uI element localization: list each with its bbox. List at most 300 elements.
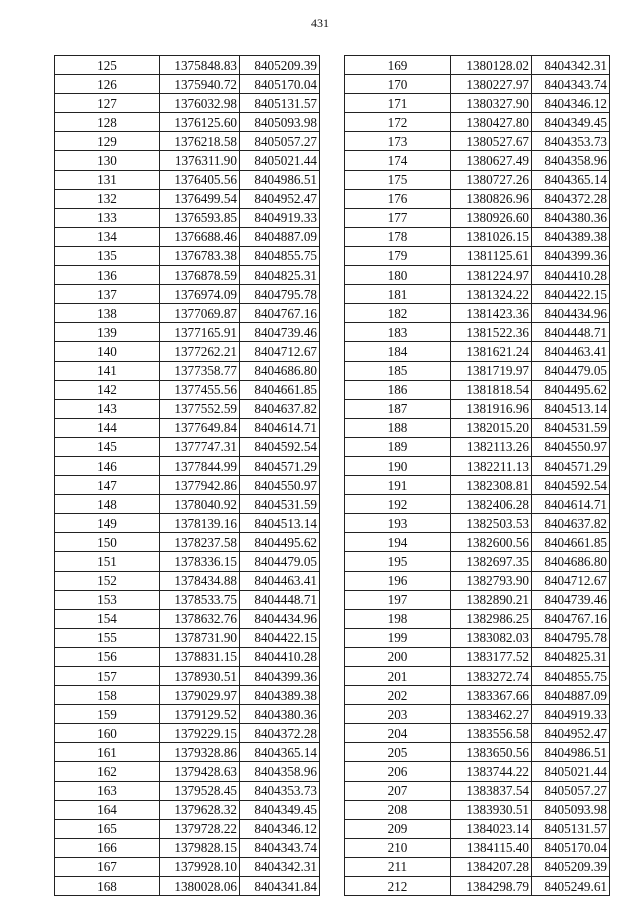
point-number-cell: 178 [345,227,451,246]
table-row [345,151,610,170]
x-coordinate-cell: 1379728.22 [160,819,240,838]
table-row [55,552,320,571]
x-coordinate-cell: 1380327.90 [451,94,532,113]
table-row [345,437,610,456]
point-number-cell: 205 [345,743,451,762]
y-coordinate-cell: 8404410.28 [240,647,320,666]
y-coordinate-cell: 8404349.45 [240,800,320,819]
table-row [55,667,320,686]
point-number-cell: 180 [345,266,451,285]
y-coordinate-cell: 8405021.44 [532,762,610,781]
point-number-cell: 165 [55,819,160,838]
x-coordinate-cell: 1378831.15 [160,647,240,666]
table-row [345,75,610,94]
y-coordinate-cell: 8404550.97 [532,437,610,456]
point-number-cell: 157 [55,667,160,686]
point-number-cell: 173 [345,132,451,151]
x-coordinate-cell: 1376405.56 [160,170,240,189]
point-number-cell: 199 [345,628,451,647]
table-row [345,380,610,399]
y-coordinate-cell: 8404358.96 [240,762,320,781]
point-number-cell: 187 [345,399,451,418]
table-row [55,342,320,361]
x-coordinate-cell: 1378731.90 [160,628,240,647]
point-number-cell: 158 [55,686,160,705]
y-coordinate-cell: 8405057.27 [240,132,320,151]
point-number-cell: 196 [345,571,451,590]
point-number-cell: 131 [55,170,160,189]
x-coordinate-cell: 1384115.40 [451,838,532,857]
x-coordinate-cell: 1384023.14 [451,819,532,838]
x-coordinate-cell: 1376218.58 [160,132,240,151]
table-body [345,56,610,896]
x-coordinate-cell: 1382600.56 [451,533,532,552]
point-number-cell: 202 [345,686,451,705]
x-coordinate-cell: 1376878.59 [160,266,240,285]
table-row [55,151,320,170]
table-row [55,304,320,323]
y-coordinate-cell: 8404592.54 [240,437,320,456]
y-coordinate-cell: 8405093.98 [240,113,320,132]
y-coordinate-cell: 8404358.96 [532,151,610,170]
table-row [55,246,320,265]
y-coordinate-cell: 8404825.31 [532,647,610,666]
y-coordinate-cell: 8404448.71 [240,590,320,609]
y-coordinate-cell: 8405057.27 [532,781,610,800]
x-coordinate-cell: 1381423.36 [451,304,532,323]
table-row [55,399,320,418]
y-coordinate-cell: 8404531.59 [532,418,610,437]
point-number-cell: 132 [55,189,160,208]
y-coordinate-cell: 8404463.41 [240,571,320,590]
y-coordinate-cell: 8405249.61 [532,877,610,896]
point-number-cell: 162 [55,762,160,781]
point-number-cell: 195 [345,552,451,571]
y-coordinate-cell: 8404372.28 [532,189,610,208]
table-row [55,647,320,666]
x-coordinate-cell: 1382793.90 [451,571,532,590]
table-row [55,56,320,75]
x-coordinate-cell: 1378237.58 [160,533,240,552]
y-coordinate-cell: 8405209.39 [532,857,610,876]
y-coordinate-cell: 8404399.36 [532,246,610,265]
point-number-cell: 135 [55,246,160,265]
y-coordinate-cell: 8404341.84 [240,877,320,896]
point-number-cell: 129 [55,132,160,151]
y-coordinate-cell: 8404712.67 [240,342,320,361]
point-number-cell: 200 [345,647,451,666]
table-row [345,285,610,304]
x-coordinate-cell: 1382986.25 [451,609,532,628]
y-coordinate-cell: 8405170.04 [240,75,320,94]
coordinates-table-left [54,55,320,896]
table-row [55,266,320,285]
y-coordinate-cell: 8404343.74 [532,75,610,94]
x-coordinate-cell: 1381324.22 [451,285,532,304]
table-row [345,476,610,495]
y-coordinate-cell: 8405131.57 [240,94,320,113]
y-coordinate-cell: 8404887.09 [240,227,320,246]
point-number-cell: 211 [345,857,451,876]
x-coordinate-cell: 1382890.21 [451,590,532,609]
y-coordinate-cell: 8404513.14 [532,399,610,418]
x-coordinate-cell: 1381224.97 [451,266,532,285]
point-number-cell: 191 [345,476,451,495]
x-coordinate-cell: 1377942.86 [160,476,240,495]
point-number-cell: 141 [55,361,160,380]
point-number-cell: 186 [345,380,451,399]
point-number-cell: 206 [345,762,451,781]
point-number-cell: 169 [345,56,451,75]
table-row [55,819,320,838]
x-coordinate-cell: 1380527.67 [451,132,532,151]
table-row [55,495,320,514]
table-row [345,208,610,227]
y-coordinate-cell: 8404463.41 [532,342,610,361]
table-row [55,781,320,800]
table-row [345,514,610,533]
x-coordinate-cell: 1379428.63 [160,762,240,781]
y-coordinate-cell: 8404614.71 [532,495,610,514]
y-coordinate-cell: 8404952.47 [240,189,320,208]
table-row [345,323,610,342]
y-coordinate-cell: 8404919.33 [240,208,320,227]
point-number-cell: 126 [55,75,160,94]
y-coordinate-cell: 8404637.82 [532,514,610,533]
x-coordinate-cell: 1377069.87 [160,304,240,323]
point-number-cell: 188 [345,418,451,437]
y-coordinate-cell: 8404513.14 [240,514,320,533]
x-coordinate-cell: 1383930.51 [451,800,532,819]
x-coordinate-cell: 1382113.26 [451,437,532,456]
x-coordinate-cell: 1377747.31 [160,437,240,456]
point-number-cell: 146 [55,456,160,475]
table-row [345,628,610,647]
table-row [55,227,320,246]
point-number-cell: 127 [55,94,160,113]
y-coordinate-cell: 8404353.73 [240,781,320,800]
y-coordinate-cell: 8404614.71 [240,418,320,437]
y-coordinate-cell: 8404571.29 [240,456,320,475]
table-row [55,323,320,342]
x-coordinate-cell: 1380826.96 [451,189,532,208]
table-row [55,705,320,724]
x-coordinate-cell: 1377455.56 [160,380,240,399]
point-number-cell: 136 [55,266,160,285]
point-number-cell: 167 [55,857,160,876]
y-coordinate-cell: 8404372.28 [240,724,320,743]
x-coordinate-cell: 1383837.54 [451,781,532,800]
y-coordinate-cell: 8404389.38 [532,227,610,246]
point-number-cell: 192 [345,495,451,514]
table-row [345,800,610,819]
point-number-cell: 143 [55,399,160,418]
x-coordinate-cell: 1383367.66 [451,686,532,705]
table-row [345,667,610,686]
x-coordinate-cell: 1375848.83 [160,56,240,75]
coordinates-table-right [344,55,610,896]
y-coordinate-cell: 8404686.80 [240,361,320,380]
x-coordinate-cell: 1382015.20 [451,418,532,437]
y-coordinate-cell: 8404410.28 [532,266,610,285]
table-row [345,857,610,876]
table-row [345,418,610,437]
point-number-cell: 174 [345,151,451,170]
y-coordinate-cell: 8404479.05 [532,361,610,380]
x-coordinate-cell: 1380028.06 [160,877,240,896]
x-coordinate-cell: 1376974.09 [160,285,240,304]
x-coordinate-cell: 1376499.54 [160,189,240,208]
x-coordinate-cell: 1378632.76 [160,609,240,628]
y-coordinate-cell: 8404739.46 [532,590,610,609]
y-coordinate-cell: 8404495.62 [532,380,610,399]
table-row [55,571,320,590]
table-row [345,609,610,628]
x-coordinate-cell: 1381916.96 [451,399,532,418]
x-coordinate-cell: 1381621.24 [451,342,532,361]
x-coordinate-cell: 1383556.58 [451,724,532,743]
y-coordinate-cell: 8405131.57 [532,819,610,838]
point-number-cell: 140 [55,342,160,361]
y-coordinate-cell: 8404661.85 [240,380,320,399]
x-coordinate-cell: 1376125.60 [160,113,240,132]
x-coordinate-cell: 1377649.84 [160,418,240,437]
y-coordinate-cell: 8404952.47 [532,724,610,743]
x-coordinate-cell: 1379528.45 [160,781,240,800]
table-row [345,552,610,571]
point-number-cell: 194 [345,533,451,552]
y-coordinate-cell: 8404887.09 [532,686,610,705]
table-row [55,724,320,743]
table-row [55,476,320,495]
table-row [345,189,610,208]
point-number-cell: 151 [55,552,160,571]
x-coordinate-cell: 1379029.97 [160,686,240,705]
x-coordinate-cell: 1382308.81 [451,476,532,495]
y-coordinate-cell: 8404825.31 [240,266,320,285]
y-coordinate-cell: 8404365.14 [240,743,320,762]
x-coordinate-cell: 1375940.72 [160,75,240,94]
point-number-cell: 160 [55,724,160,743]
x-coordinate-cell: 1384207.28 [451,857,532,876]
point-number-cell: 159 [55,705,160,724]
y-coordinate-cell: 8404686.80 [532,552,610,571]
x-coordinate-cell: 1380627.49 [451,151,532,170]
table-row [55,533,320,552]
x-coordinate-cell: 1378040.92 [160,495,240,514]
y-coordinate-cell: 8404399.36 [240,667,320,686]
x-coordinate-cell: 1376783.38 [160,246,240,265]
y-coordinate-cell: 8404855.75 [240,246,320,265]
point-number-cell: 185 [345,361,451,380]
y-coordinate-cell: 8404637.82 [240,399,320,418]
point-number-cell: 189 [345,437,451,456]
x-coordinate-cell: 1378336.15 [160,552,240,571]
table-row [55,380,320,399]
x-coordinate-cell: 1377552.59 [160,399,240,418]
table-row [345,724,610,743]
y-coordinate-cell: 8404795.78 [532,628,610,647]
point-number-cell: 177 [345,208,451,227]
point-number-cell: 209 [345,819,451,838]
point-number-cell: 201 [345,667,451,686]
table-row [55,170,320,189]
table-row [55,132,320,151]
x-coordinate-cell: 1380227.97 [451,75,532,94]
table-row [345,113,610,132]
table-row [55,877,320,896]
table-row [345,361,610,380]
y-coordinate-cell: 8404767.16 [240,304,320,323]
y-coordinate-cell: 8404342.31 [240,857,320,876]
point-number-cell: 144 [55,418,160,437]
point-number-cell: 149 [55,514,160,533]
table-row [345,170,610,189]
y-coordinate-cell: 8404531.59 [240,495,320,514]
point-number-cell: 171 [345,94,451,113]
x-coordinate-cell: 1377358.77 [160,361,240,380]
point-number-cell: 134 [55,227,160,246]
x-coordinate-cell: 1380727.26 [451,170,532,189]
table-row [55,628,320,647]
x-coordinate-cell: 1382697.35 [451,552,532,571]
table-row [345,56,610,75]
y-coordinate-cell: 8404346.12 [532,94,610,113]
x-coordinate-cell: 1379229.15 [160,724,240,743]
point-number-cell: 163 [55,781,160,800]
table-row [345,781,610,800]
point-number-cell: 125 [55,56,160,75]
y-coordinate-cell: 8404389.38 [240,686,320,705]
y-coordinate-cell: 8404661.85 [532,533,610,552]
y-coordinate-cell: 8405021.44 [240,151,320,170]
table-row [345,838,610,857]
x-coordinate-cell: 1383462.27 [451,705,532,724]
table-row [55,189,320,208]
table-row [345,743,610,762]
table-row [345,132,610,151]
point-number-cell: 154 [55,609,160,628]
y-coordinate-cell: 8404986.51 [240,170,320,189]
point-number-cell: 133 [55,208,160,227]
x-coordinate-cell: 1380926.60 [451,208,532,227]
x-coordinate-cell: 1376311.90 [160,151,240,170]
x-coordinate-cell: 1378434.88 [160,571,240,590]
y-coordinate-cell: 8404739.46 [240,323,320,342]
x-coordinate-cell: 1376688.46 [160,227,240,246]
point-number-cell: 156 [55,647,160,666]
point-number-cell: 128 [55,113,160,132]
y-coordinate-cell: 8404855.75 [532,667,610,686]
x-coordinate-cell: 1381522.36 [451,323,532,342]
point-number-cell: 182 [345,304,451,323]
y-coordinate-cell: 8404571.29 [532,456,610,475]
x-coordinate-cell: 1381719.97 [451,361,532,380]
point-number-cell: 212 [345,877,451,896]
point-number-cell: 168 [55,877,160,896]
point-number-cell: 190 [345,456,451,475]
point-number-cell: 207 [345,781,451,800]
x-coordinate-cell: 1383272.74 [451,667,532,686]
point-number-cell: 208 [345,800,451,819]
table-row [345,686,610,705]
x-coordinate-cell: 1381818.54 [451,380,532,399]
y-coordinate-cell: 8404353.73 [532,132,610,151]
y-coordinate-cell: 8404479.05 [240,552,320,571]
y-coordinate-cell: 8404365.14 [532,170,610,189]
table-row [55,609,320,628]
y-coordinate-cell: 8405093.98 [532,800,610,819]
x-coordinate-cell: 1383177.52 [451,647,532,666]
page-number: 431 [311,16,329,30]
table-row [55,838,320,857]
y-coordinate-cell: 8404422.15 [532,285,610,304]
x-coordinate-cell: 1381125.61 [451,246,532,265]
table-row [345,705,610,724]
table-row [55,208,320,227]
x-coordinate-cell: 1376593.85 [160,208,240,227]
point-number-cell: 166 [55,838,160,857]
y-coordinate-cell: 8404448.71 [532,323,610,342]
point-number-cell: 148 [55,495,160,514]
x-coordinate-cell: 1379828.15 [160,838,240,857]
y-coordinate-cell: 8404550.97 [240,476,320,495]
table-row [345,533,610,552]
table-row [345,762,610,781]
point-number-cell: 193 [345,514,451,533]
x-coordinate-cell: 1383650.56 [451,743,532,762]
x-coordinate-cell: 1378139.16 [160,514,240,533]
table-row [55,857,320,876]
table-row [345,342,610,361]
y-coordinate-cell: 8404795.78 [240,285,320,304]
y-coordinate-cell: 8405170.04 [532,838,610,857]
point-number-cell: 130 [55,151,160,170]
x-coordinate-cell: 1384298.79 [451,877,532,896]
table-row [55,800,320,819]
point-number-cell: 203 [345,705,451,724]
x-coordinate-cell: 1383082.03 [451,628,532,647]
table-row [55,113,320,132]
x-coordinate-cell: 1379928.10 [160,857,240,876]
y-coordinate-cell: 8404346.12 [240,819,320,838]
y-coordinate-cell: 8404434.96 [532,304,610,323]
table-row [345,819,610,838]
point-number-cell: 152 [55,571,160,590]
x-coordinate-cell: 1380427.80 [451,113,532,132]
table-row [55,418,320,437]
point-number-cell: 172 [345,113,451,132]
table-row [345,495,610,514]
table-row [345,399,610,418]
table-row [55,361,320,380]
point-number-cell: 147 [55,476,160,495]
x-coordinate-cell: 1380128.02 [451,56,532,75]
table-body [55,56,320,896]
point-number-cell: 197 [345,590,451,609]
point-number-cell: 155 [55,628,160,647]
point-number-cell: 139 [55,323,160,342]
y-coordinate-cell: 8404919.33 [532,705,610,724]
table-row [345,94,610,113]
table-row [345,227,610,246]
table-row [55,743,320,762]
table-row [345,571,610,590]
point-number-cell: 198 [345,609,451,628]
table-row [345,877,610,896]
point-number-cell: 161 [55,743,160,762]
x-coordinate-cell: 1379129.52 [160,705,240,724]
